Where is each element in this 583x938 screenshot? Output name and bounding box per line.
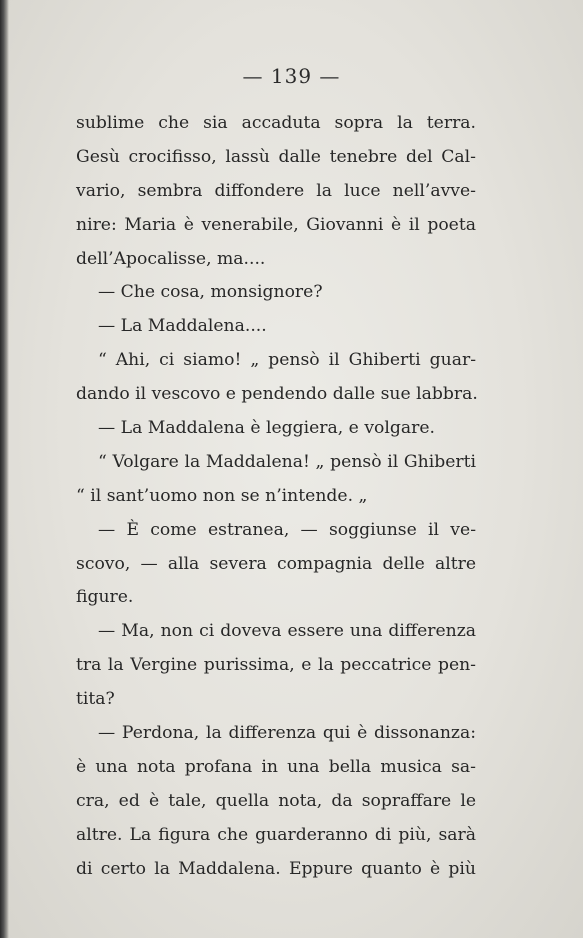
text-line: figure.: [76, 587, 134, 608]
text-line: nire: Maria è venerabile, Giovanni è il poeta: [76, 214, 476, 235]
text-line: “ il sant’uomo non se n’intende. „: [76, 485, 368, 506]
text-line: dell’Apocalisse, ma....: [76, 248, 266, 269]
text-line: — La Maddalena....: [98, 316, 267, 337]
text-line: Gesù crocifisso, lassù dalle tenebre del Cal-: [76, 146, 476, 167]
text-line: dando il vescovo e pendendo dalle sue labbra.: [76, 384, 478, 405]
text-line: altre. La figura che guarderanno di più, sarà: [76, 824, 476, 845]
text-line: vario, sembra diffondere la luce nell’avve-: [76, 180, 476, 201]
text-line: scovo, — alla severa compagnia delle altre: [76, 553, 476, 574]
text-line: è una nota profana in una bella musica sa-: [76, 756, 476, 777]
text-line: cra, ed è tale, quella nota, da sopraffare le: [76, 790, 476, 811]
page-binding-edge: [0, 0, 9, 938]
text-line: sublime che sia accaduta sopra la terra.: [76, 113, 476, 133]
text-line: tita?: [76, 689, 115, 710]
text-line: — È come estranea, — soggiunse il ve-: [98, 519, 476, 540]
body-text: [76, 107, 476, 886]
text-line: tra la Vergine purissima, e la peccatrice pen-: [76, 655, 476, 676]
text-line: — La Maddalena è leggiera, e volgare.: [98, 418, 435, 439]
text-line: — Perdona, la differenza qui è dissonanza:: [98, 723, 476, 744]
text-line: “ Ahi, ci siamo! „ pensò il Ghiberti guar-: [98, 350, 476, 371]
text-line: — Che cosa, monsignore?: [98, 282, 323, 303]
page-number: — 139 —: [242, 64, 341, 88]
text-line: “ Volgare la Maddalena! „ pensò il Ghiberti: [98, 451, 476, 472]
text-line: — Ma, non ci doveva essere una differenza: [98, 621, 476, 642]
text-line: di certo la Maddalena. Eppure quanto è più: [76, 858, 476, 879]
